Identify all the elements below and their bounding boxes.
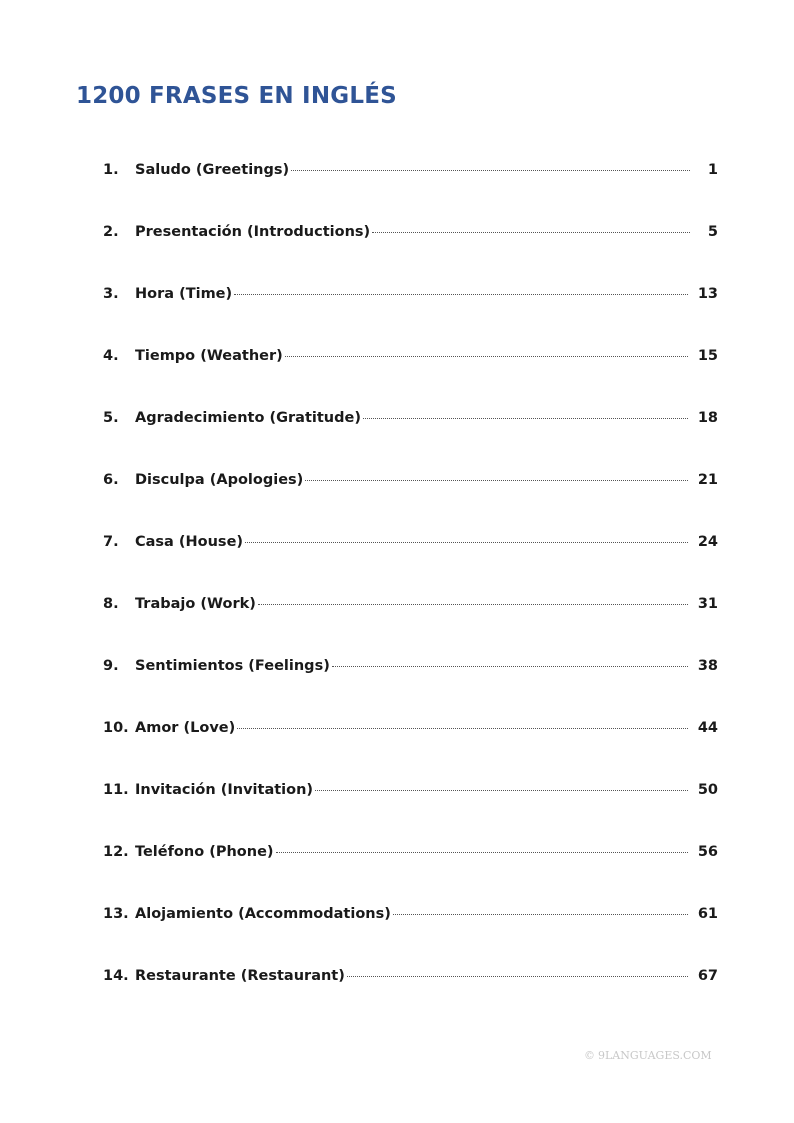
toc-entry-label: Saludo (Greetings): [135, 162, 290, 178]
copyright-icon: ©: [584, 1049, 595, 1062]
toc-entry[interactable]: [103, 782, 718, 844]
toc-dot-leader: [291, 169, 690, 171]
toc-entry[interactable]: [103, 348, 718, 410]
toc-entry-page: 38: [697, 658, 718, 674]
toc-entry[interactable]: [103, 658, 718, 720]
toc-entry[interactable]: [103, 286, 718, 348]
toc-entry-label: Hora (Time): [135, 286, 233, 302]
toc-entry-page: 56: [697, 844, 718, 860]
document-title: 1200 FRASES EN INGLÉS: [76, 83, 397, 109]
toc-entry-label: Presentación (Introductions): [135, 224, 371, 240]
toc-entry-number: 12.: [103, 844, 129, 860]
toc-entry-label: Alojamiento (Accommodations): [135, 906, 391, 922]
toc-entry[interactable]: [103, 844, 718, 906]
toc-entry[interactable]: [103, 162, 718, 224]
toc-entry-label: Restaurante (Restaurant): [135, 968, 345, 984]
toc-dot-leader: [258, 603, 688, 605]
toc-entry-number: 1.: [103, 162, 119, 178]
toc-entry-page: 18: [697, 410, 718, 426]
toc-entry-number: 13.: [103, 906, 129, 922]
toc-entry-page: 13: [697, 286, 718, 302]
toc-entry[interactable]: [103, 906, 718, 968]
watermark: [584, 1049, 712, 1062]
toc-dot-leader: [276, 851, 688, 853]
toc-entry[interactable]: [103, 596, 718, 658]
toc-entry-label: Tiempo (Weather): [135, 348, 283, 364]
toc-entry-label: Sentimientos (Feelings): [135, 658, 330, 674]
toc-dot-leader: [305, 479, 688, 481]
toc-entry[interactable]: [103, 224, 718, 286]
toc-entry-number: 5.: [103, 410, 119, 426]
toc-entry-page: 44: [697, 720, 718, 736]
toc-entry-page: 5: [707, 224, 718, 240]
toc-entry-page: 50: [697, 782, 718, 798]
toc-entry-label: Teléfono (Phone): [135, 844, 274, 860]
toc-entry[interactable]: [103, 472, 718, 534]
toc-entry[interactable]: [103, 720, 718, 782]
toc-entry[interactable]: [103, 410, 718, 472]
toc-entry-page: 24: [697, 534, 718, 550]
toc-dot-leader: [363, 417, 688, 419]
toc-dot-leader: [245, 541, 688, 543]
toc-dot-leader: [393, 913, 688, 915]
toc-entry-label: Trabajo (Work): [135, 596, 256, 612]
toc-entry-number: 2.: [103, 224, 119, 240]
toc-entry-number: 14.: [103, 968, 129, 984]
toc-entry-label: Casa (House): [135, 534, 244, 550]
toc-entry-number: 11.: [103, 782, 129, 798]
toc-entry-label: Invitación (Invitation): [135, 782, 314, 798]
toc-entry-number: 8.: [103, 596, 119, 612]
toc-dot-leader: [332, 665, 688, 667]
toc-dot-leader: [347, 975, 688, 977]
toc-entry-page: 61: [697, 906, 718, 922]
toc-entry-page: 67: [697, 968, 718, 984]
toc-dot-leader: [285, 355, 688, 357]
toc-entry-page: 1: [707, 162, 718, 178]
toc-entry-number: 4.: [103, 348, 119, 364]
toc-entry-page: 21: [697, 472, 718, 488]
toc-dot-leader: [237, 727, 688, 729]
toc-entry-number: 10.: [103, 720, 129, 736]
toc-entry-label: Disculpa (Apologies): [135, 472, 304, 488]
toc-entry-number: 6.: [103, 472, 119, 488]
toc-entry-number: 7.: [103, 534, 119, 550]
toc-entry-number: 3.: [103, 286, 119, 302]
watermark-text: 9LANGUAGES.COM: [598, 1049, 712, 1062]
toc-dot-leader: [372, 231, 690, 233]
toc-entry-page: 31: [697, 596, 718, 612]
toc-entry-label: Amor (Love): [135, 720, 236, 736]
toc-entry[interactable]: [103, 968, 718, 1030]
toc-entry-number: 9.: [103, 658, 119, 674]
toc-entry-page: 15: [697, 348, 718, 364]
toc-dot-leader: [234, 293, 688, 295]
toc-entry[interactable]: [103, 534, 718, 596]
table-of-contents: [103, 162, 718, 1030]
toc-dot-leader: [315, 789, 688, 791]
toc-entry-label: Agradecimiento (Gratitude): [135, 410, 361, 426]
